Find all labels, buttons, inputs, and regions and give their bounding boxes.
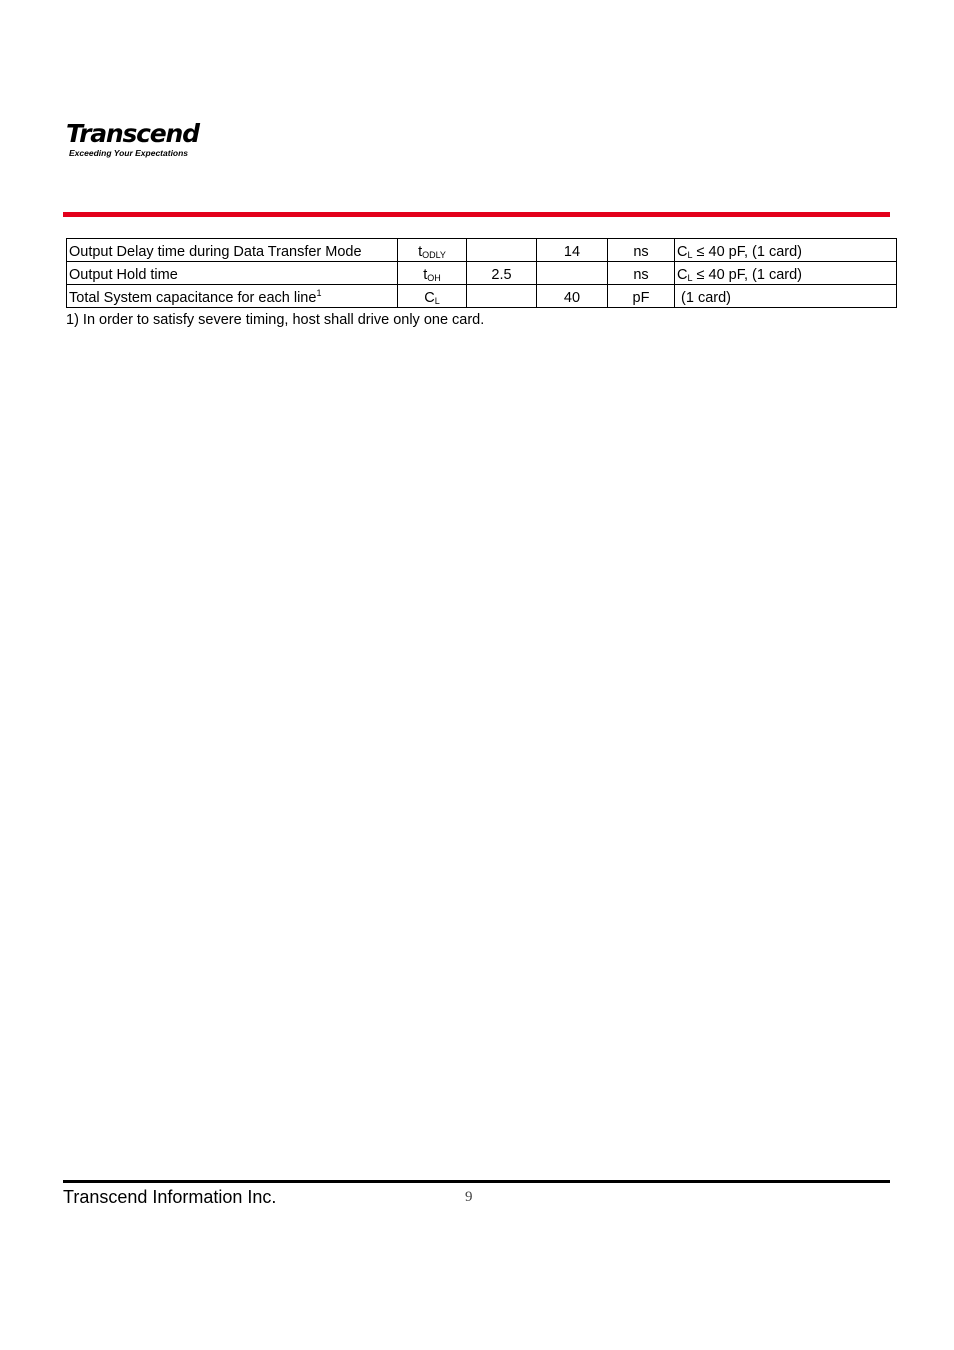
transcend-logo [66, 120, 199, 158]
condition-cell: $C_L \le 40$ pF, (1 card) [675, 239, 897, 262]
symbol-cell: $C_L$ [398, 285, 467, 308]
logo-tagline: Exceeding Your Expectations [69, 148, 189, 158]
footer-company-name: Transcend Information Inc. [63, 1187, 277, 1207]
condition-cell: $C_L \le 40$ pF, (1 card) [675, 262, 897, 285]
parameter-cell: Output Hold time [67, 262, 398, 285]
max-cell [537, 262, 608, 285]
condition-cell: (1 card) [675, 285, 897, 308]
footer-rule [63, 1180, 890, 1183]
table-footnote: 1) In order to satisfy severe timing, host shall drive only one card. [66, 312, 485, 328]
table-row [67, 239, 897, 262]
symbol-cell: $t_{ODLY}$ [398, 239, 467, 262]
page-number: 9 [465, 1189, 473, 1205]
max-cell: 40 [537, 285, 608, 308]
unit-cell: pF [608, 285, 675, 308]
unit-cell: ns [608, 262, 675, 285]
min-cell: 2.5 [467, 262, 537, 285]
symbol-cell: $t_{OH}$ [398, 262, 467, 285]
parameter-cell: Total System capacitance for each line$^1$ [67, 285, 398, 308]
header-red-rule [63, 212, 890, 217]
table-row [67, 285, 897, 308]
timing-spec-table [66, 238, 897, 308]
unit-cell: ns [608, 239, 675, 262]
table-row [67, 262, 897, 285]
min-cell [467, 285, 537, 308]
parameter-cell: Output Delay time during Data Transfer Mode [67, 239, 398, 262]
max-cell: 14 [537, 239, 608, 262]
min-cell [467, 239, 537, 262]
logo-wordmark: Transcend [66, 119, 199, 148]
